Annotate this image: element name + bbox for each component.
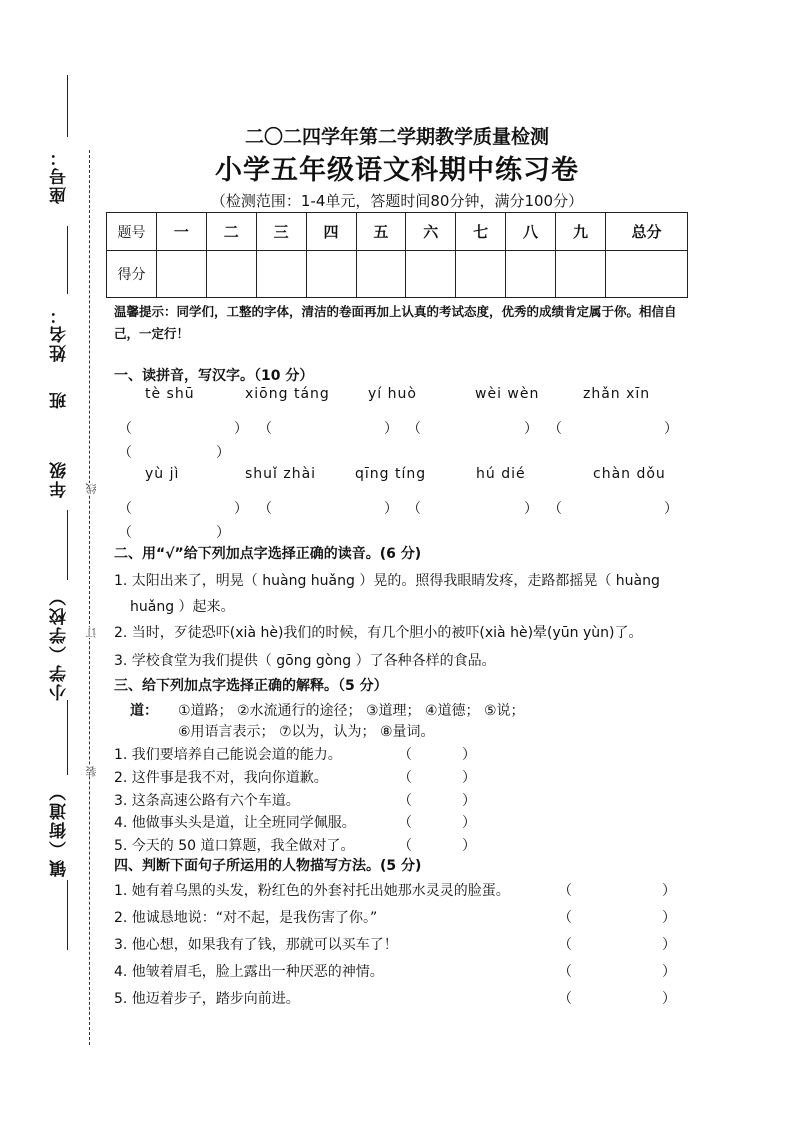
pinyin: wèi wèn (475, 386, 540, 402)
answer-bracket-open: （ (258, 501, 272, 517)
question-number-label: 题号 (107, 213, 157, 251)
column-header: 七 (456, 213, 506, 251)
answer-bracket-close: ） (462, 838, 476, 854)
definition-options: ①道路； ②水流通行的途径； ③道理； ④道德； ⑤说； (178, 703, 525, 719)
question-item-continuation: huǎng ）起来。 (130, 599, 235, 615)
question-item: 5. 今天的 50 道口算题，我全做对了。 (114, 838, 355, 854)
binding-rule-school-town (67, 700, 68, 775)
score-table (106, 212, 688, 298)
question-item: 2. 当时，歹徒恐吓(xià hè)我们的时候，有几个胆小的被吓(xià hè)晕(yūn yùn)了。 (114, 625, 643, 641)
score-cell[interactable] (356, 251, 406, 298)
pinyin: qīng tíng (355, 466, 427, 482)
score-cell[interactable] (556, 251, 606, 298)
answer-bracket-open: （ (548, 501, 562, 517)
answer-bracket-open: （ (407, 421, 421, 437)
section-1-title: 一、读拼音，写汉字。（10 分） (114, 368, 314, 384)
section-2-title: 二、用“√”给下列加点字选择正确的读音。(6 分) (114, 546, 422, 562)
cut-mark-line: 线 (85, 483, 98, 494)
question-item: 3. 他心想，如果我有了钱，那就可以买车了！ (114, 937, 398, 953)
answer-bracket-close: ） (462, 747, 476, 763)
answer-bracket-close: ） (664, 421, 678, 437)
score-cell[interactable] (206, 251, 256, 298)
score-cell[interactable] (256, 251, 306, 298)
column-header: 二 (206, 213, 256, 251)
answer-bracket-close: ） (462, 770, 476, 786)
answer-bracket-open: （ (118, 421, 132, 437)
question-item: 3. 学校食堂为我们提供（ gōng gòng ）了各种各样的食品。 (114, 653, 496, 669)
question-item: 1. 太阳出来了，明晃（ huàng huǎng ）晃的。照得我眼睛发疼，走路都摇晃（ huàng (114, 573, 660, 589)
answer-bracket-close: ） (664, 501, 678, 517)
answer-bracket-open: （ (558, 883, 572, 899)
column-header: 八 (506, 213, 556, 251)
score-table-header-row (107, 213, 688, 251)
answer-bracket-close: ） (384, 421, 398, 437)
question-item: 3. 这条高速公路有六个车道。 (114, 793, 300, 809)
answer-bracket-close: ） (216, 445, 230, 461)
exam-title: 小学五年级语文科期中练习卷 (215, 155, 579, 186)
exam-scope: （检测范围：1-4单元，答题时间80分钟，满分100分） (210, 192, 584, 210)
grade-label: 年级 (50, 460, 70, 498)
definition-word: 道： (130, 703, 158, 719)
town-label: 镇（街道） (50, 782, 70, 877)
pinyin: shuǐ zhài (245, 466, 317, 482)
section-3-title: 三、给下列加点字选择正确的解释。（5 分） (114, 678, 388, 694)
answer-bracket-close: ） (524, 421, 538, 437)
answer-bracket-open: （ (118, 525, 132, 541)
score-cell[interactable] (157, 251, 207, 298)
score-table-score-row (107, 251, 688, 298)
question-item: 1. 她有着乌黑的头发，粉红色的外套衬托出她那水灵灵的脸蛋。 (114, 883, 510, 899)
class-label: 班 (50, 390, 70, 409)
column-header: 四 (306, 213, 356, 251)
answer-bracket-close: ） (662, 937, 676, 953)
pinyin: xiōng táng (245, 386, 330, 402)
binding-cut-line (89, 150, 90, 1045)
answer-bracket-close: ） (662, 910, 676, 926)
answer-bracket-open: （ (558, 910, 572, 926)
pinyin: zhǎn xīn (583, 386, 651, 402)
question-item: 2. 这件事是我不对，我向你道歉。 (114, 770, 328, 786)
answer-bracket-open: （ (118, 501, 132, 517)
column-header: 九 (556, 213, 606, 251)
column-header: 一 (157, 213, 207, 251)
exam-subtitle: 二〇二四学年第二学期教学质量检测 (244, 126, 549, 148)
answer-bracket-close: ） (462, 815, 476, 831)
column-header: 三 (256, 213, 306, 251)
answer-bracket-open: （ (407, 501, 421, 517)
answer-bracket-open: （ (398, 793, 412, 809)
binding-rule-grade-school (67, 510, 68, 580)
pinyin: yù jì (145, 466, 180, 482)
score-label: 得分 (107, 251, 157, 298)
answer-bracket-open: （ (398, 747, 412, 763)
answer-bracket-open: （ (118, 445, 132, 461)
score-cell[interactable] (406, 251, 456, 298)
answer-bracket-open: （ (398, 770, 412, 786)
binding-rule-seat-name (67, 226, 68, 294)
pinyin: tè shū (145, 386, 195, 402)
pinyin: yí huò (368, 386, 417, 402)
cut-mark-bind: 装 (85, 766, 98, 777)
column-header: 六 (406, 213, 456, 251)
answer-bracket-close: ） (462, 793, 476, 809)
answer-bracket-close: ） (662, 991, 676, 1007)
answer-bracket-close: ） (216, 525, 230, 541)
answer-bracket-close: ） (234, 501, 248, 517)
tip-text: 温馨提示：同学们，工整的字体，清洁的卷面再加上认真的考试态度，优秀的成绩肯定属于你。相信自己，一定行！ (114, 304, 677, 341)
answer-bracket-open: （ (548, 421, 562, 437)
answer-bracket-open: （ (558, 991, 572, 1007)
school-label: 小学（学校） (50, 587, 70, 701)
section-4-title: 四、判断下面句子所运用的人物描写方法。(5 分) (114, 858, 422, 874)
binding-rule-bottom (67, 880, 68, 950)
answer-bracket-close: ） (524, 501, 538, 517)
cut-mark-order: 订 (85, 627, 98, 638)
answer-bracket-close: ） (384, 501, 398, 517)
name-label: 姓名： (50, 305, 70, 362)
question-item: 2. 他诚恳地说：“对不起，是我伤害了你。” (114, 910, 378, 926)
score-cell[interactable] (306, 251, 356, 298)
score-cell[interactable] (456, 251, 506, 298)
answer-bracket-open: （ (398, 815, 412, 831)
answer-bracket-open: （ (558, 964, 572, 980)
column-header-total: 总分 (606, 213, 688, 251)
answer-bracket-open: （ (398, 838, 412, 854)
question-item: 4. 他皱着眉毛，脸上露出一种厌恶的神情。 (114, 964, 384, 980)
pinyin: chàn dǒu (593, 466, 666, 482)
answer-bracket-close: ） (234, 421, 248, 437)
score-cell-total[interactable] (606, 251, 688, 298)
question-item: 5. 他迈着步子，踏步向前进。 (114, 991, 300, 1007)
score-cell[interactable] (506, 251, 556, 298)
pinyin: hú dié (476, 466, 526, 482)
answer-bracket-open: （ (558, 937, 572, 953)
answer-bracket-close: ） (662, 883, 676, 899)
seat-label: 座号： (50, 147, 70, 204)
question-item: 1. 我们要培养自己能说会道的能力。 (114, 747, 342, 763)
definition-options: ⑥用语言表示； ⑦以为，认为； ⑧量词。 (178, 724, 435, 740)
column-header: 五 (356, 213, 406, 251)
question-item: 4. 他做事头头是道，让全班同学佩服。 (114, 815, 356, 831)
answer-bracket-open: （ (258, 421, 272, 437)
answer-bracket-close: ） (662, 964, 676, 980)
